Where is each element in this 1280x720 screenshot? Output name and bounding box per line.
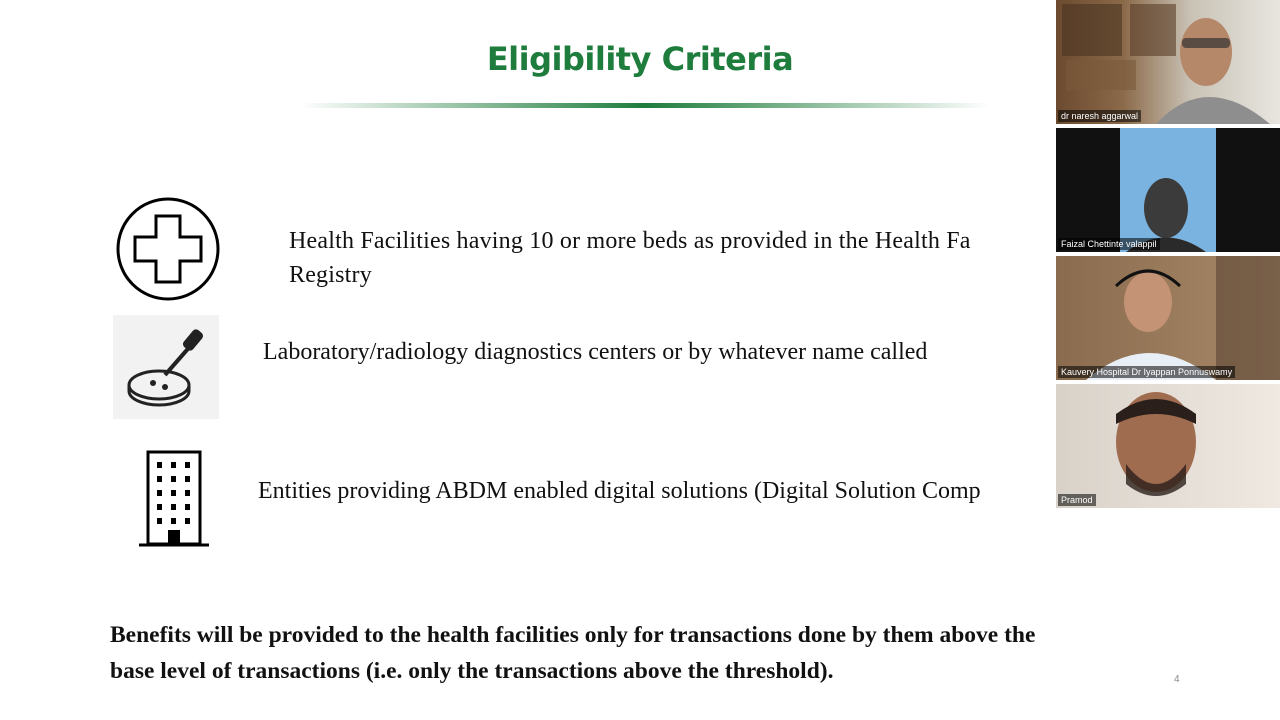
criteria-text-line1: Health Facilities having 10 or more beds as provided in the Health Fa <box>289 228 971 254</box>
participant-name: Faizal Chettinte valappil <box>1058 238 1160 250</box>
benefits-note <box>110 617 1190 689</box>
participant-video-feed <box>1056 128 1280 252</box>
benefits-note-line1: Benefits will be provided to the health facilities only for transactions done by them above the <box>110 622 1036 648</box>
slide-page-number: 4 <box>1174 674 1180 685</box>
building-icon <box>137 446 211 548</box>
participant-name: Pramod <box>1058 494 1096 506</box>
participant-tile[interactable] <box>1056 0 1280 124</box>
benefits-note-line2: base level of transactions (i.e. only the transactions above the threshold). <box>110 658 834 684</box>
participant-video-feed <box>1056 384 1280 508</box>
criteria-item-health-facilities <box>289 224 1059 292</box>
criteria-item-entities: Entities providing ABDM enabled digital solutions (Digital Solution Comp <box>258 478 981 504</box>
participant-tile[interactable] <box>1056 256 1280 380</box>
lab-dropper-petri-icon <box>113 315 219 419</box>
participant-name: Kauvery Hospital Dr Iyappan Ponnuswamy <box>1058 366 1235 378</box>
slide-title: Eligibility Criteria <box>486 40 794 78</box>
participant-video-feed <box>1056 256 1280 380</box>
medical-cross-icon <box>115 196 221 302</box>
participant-name: dr naresh aggarwal <box>1058 110 1141 122</box>
participant-tile[interactable] <box>1056 384 1280 508</box>
title-underline <box>300 103 990 108</box>
criteria-text-line2: Registry <box>289 262 372 288</box>
participant-video-strip <box>1056 0 1280 510</box>
criteria-item-laboratory: Laboratory/radiology diagnostics centers or by whatever name called <box>263 339 928 365</box>
participant-tile[interactable] <box>1056 128 1280 252</box>
participant-video-feed <box>1056 0 1280 124</box>
